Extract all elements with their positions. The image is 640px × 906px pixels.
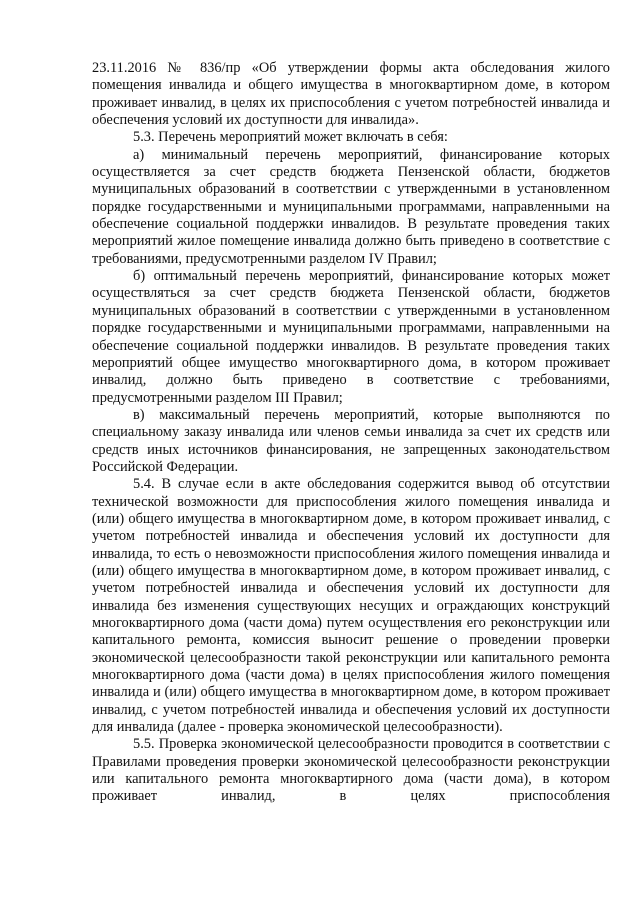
paragraph-5-3-c: в) максимальный перечень мероприятий, которые выполняются по специальному заказу инвалида или членов семьи инвалида за счет их средств или средств иных источников финансирования, не запрещенных законодательством Российской Федерации. xyxy=(92,406,610,475)
paragraph-5-4: 5.4. В случае если в акте обследования содержится вывод об отсутствии технической возможности для приспособления жилого помещения инвалида и (или) общего имущества в многоквартирном доме, в котором проживает инвалид, с учетом потребностей инвалида и обеспечения условий их доступности для инвалида, то есть о невозможности приспособления жилого помещения инвалида и (или) общего имущества в многоквартирном доме, в котором проживает инвалид, с учетом потребностей инвалида и обеспечения условий их доступности для инвалида без изменения существующих несущих и ограждающих конструкций многоквартирного дома (части дома) путем осуществления его реконструкции или капитального ремонта, комиссия выносит решение о проведении проверки экономической целесообразности такой реконструкции или капитального ремонта многоквартирного дома (части дома) в целях приспособления жилого помещения инвалида и (или) общего имущества в многоквартирном доме, в котором проживает инвалид, с учетом потребностей инвалида и обеспечения условий их доступности для инвалида (далее - проверка экономической целесообразности). xyxy=(92,476,610,736)
paragraph-order-reference: 23.11.2016 № 836/пр «Об утверждении формы акта обследования жилого помещения инвалида и общего имущества в многоквартирном доме, в котором проживает инвалид, в целях их приспособления с учетом потребностей инвалида и обеспечения условий их доступности для инвалида». xyxy=(92,60,610,129)
paragraph-5-3-a: а) минимальный перечень мероприятий, финансирование которых осуществляется за счет средств бюджета Пензенской области, бюджетов муниципальных образований в соответствии с утвержденными в установленном порядке государственными и муниципальными программами, направленными на обеспечение социальной поддержки инвалидов. В результате проведения таких мероприятий жилое помещение инвалида должно быть приведено в соответствие с требованиями, предусмотренными разделом IV Правил; xyxy=(92,146,610,267)
paragraph-5-5: 5.5. Проверка экономической целесообразности проводится в соответствии с Правилами проведения проверки экономической целесообразности реконструкции или капитального ремонта многоквартирного дома (части дома), в котором проживает инвалид, в целях приспособления xyxy=(92,736,610,805)
paragraph-5-3-b: б) оптимальный перечень мероприятий, финансирование которых может осуществляться за счет средств бюджета Пензенской области, бюджетов муниципальных образований в соответствии с утвержденными в установленном порядке государственными и муниципальными программами, направленными на обеспечение социальной поддержки инвалидов. В результате проведения таких мероприятий общее имущество многоквартирного дома, в котором проживает инвалид, должно быть приведено в соответствие с требованиями, предусмотренными разделом III Правил; xyxy=(92,268,610,406)
paragraph-5-3-heading: 5.3. Перечень мероприятий может включать в себя: xyxy=(133,129,448,146)
document-page xyxy=(92,60,610,806)
